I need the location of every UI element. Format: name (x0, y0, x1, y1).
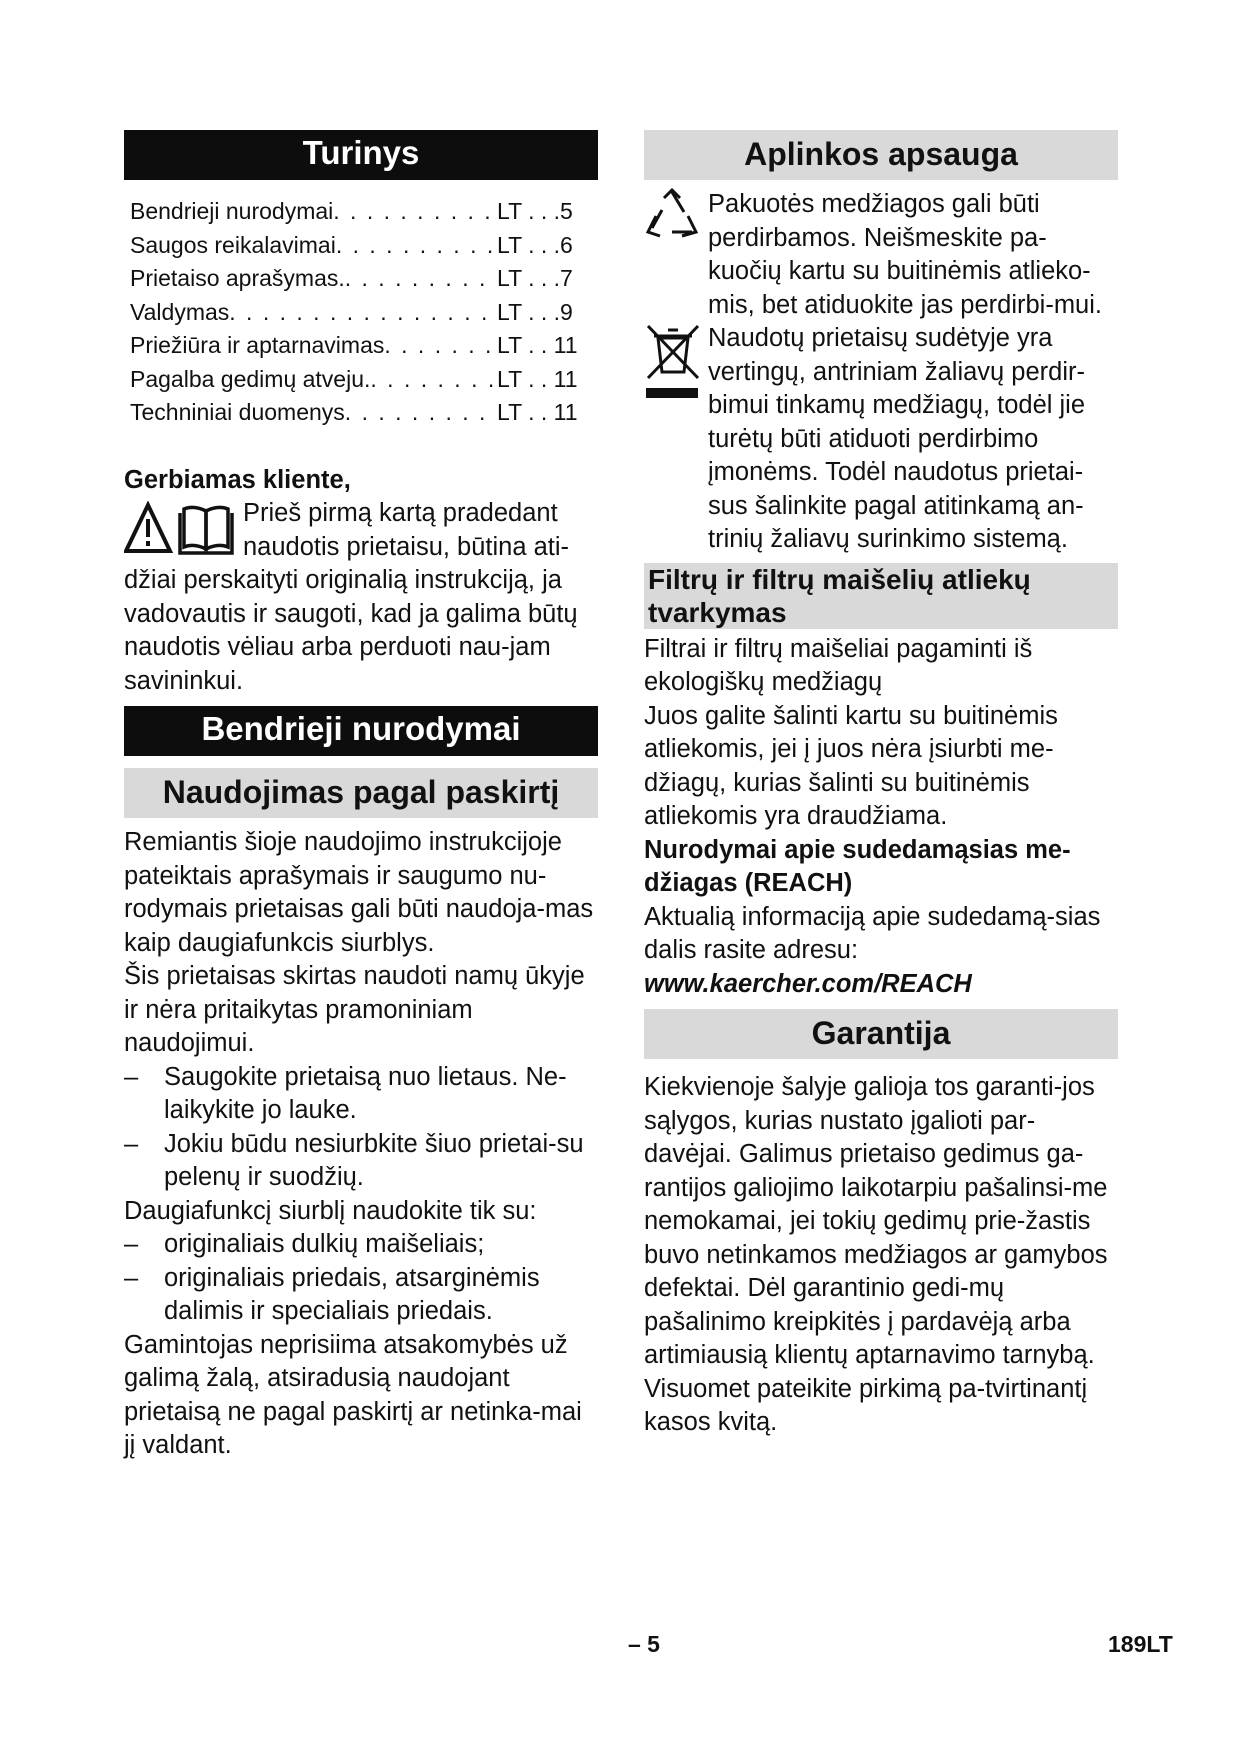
bullet-dash: – (124, 1230, 139, 1258)
reach-text: Aktualią informaciją apie sudedamą-sias dalis rasite adresu: (644, 902, 1101, 964)
toc-item-page: LT . . 11 (497, 399, 578, 425)
bullet-text: Jokiu būdu nesiurbkite šiuo prietai-su pelenų ir suodžių. (164, 1129, 584, 1191)
toc-item-page: LT . . 11 (497, 365, 578, 392)
bullet-text: originaliais dulkių maišeliais; (164, 1230, 485, 1258)
filters-paragraph-2: Juos galite šalinti kartu su buitinėmis atliekomis, jei į juos nėra įsiurbti me-džiagų, kurias šalinti su buitinėmis atliekomis yra draudžiama. (644, 701, 1058, 830)
filters-heading: Filtrų ir filtrų maišelių atliekų tvarkymas (644, 563, 1118, 629)
reach-title: Nurodymai apie sudedamąsias me-džiagas (REACH) (644, 835, 1071, 897)
toc-item-title: Bendrieji nurodymai (130, 198, 334, 224)
liability-paragraph: Gamintojas neprisiima atsakomybės už galimą žalą, atsiradusią naudojant prietaisą ne pagal paskirtį ar netinka-mai jį valdant. (124, 1330, 582, 1459)
toc-item-title: Techniniai duomenys (130, 399, 345, 425)
bullet-dash: – (124, 1129, 139, 1158)
packaging-block (644, 188, 1118, 322)
greeting-text-first: Prieš pirmą kartą pradedant naudotis prietaisu, būtina ati- (243, 499, 570, 561)
intended-use-heading: Naudojimas pagal paskirtį (124, 768, 598, 818)
toc-item[interactable] (130, 262, 598, 296)
greeting-text-rest: džiai perskaityti originalią instrukciją, ja vadovautis ir saugoti, kad ja galima būtų naudotis vėliau arba perduoti nau-jam savininkui. (124, 566, 578, 695)
page-number: – 5 (628, 1631, 660, 1657)
left-column (124, 130, 598, 1463)
toc-item[interactable] (130, 195, 598, 229)
warranty-text: Kiekvienoje šalyje galioja tos garanti-jos sąlygos, kurias nustato įgalioti par-davėjai. Galimus prietaiso gedimus ga-rantijos galiojimo laikotarpiu pašalinsi-me nemokamai, jei tokių gedimų prie-žastis buvo netinkamos medžiagos ar gamybos defektai. Dėl garantinio gedi-mų pašalinimo kreipkitės į pardavėją arba artimiausią klientų aptarnavimo tarnybą. Visuomet pateikite pirkimą pa-tvirtinantį kasos kvitą. (644, 1073, 1108, 1436)
warning-manual-icons (124, 501, 239, 561)
page-code: 189LT (1108, 1631, 1173, 1657)
warranty-heading: Garantija (644, 1009, 1118, 1059)
greeting-title: Gerbiamas kliente, (124, 465, 351, 494)
toc-item-title: Pagalba gedimų atveju. (130, 365, 371, 392)
crossed-bin-icon (644, 322, 702, 402)
bullet-dash: – (124, 1263, 139, 1292)
toc-item-title: Priežiūra ir aptarnavimas (130, 332, 385, 358)
right-column (644, 130, 1118, 1440)
bullet-text: originaliais priedais, atsarginėmis dalimis ir specialiais priedais. (164, 1263, 540, 1325)
toc-item-page: LT . . 11 (497, 332, 578, 358)
bullet-dash: – (124, 1062, 139, 1091)
toc-item[interactable] (130, 329, 598, 363)
toc-item-title: Prietaiso aprašymas. (130, 265, 345, 291)
manual-book-icon (180, 507, 232, 553)
toc-item-page: LT . . .5 (497, 198, 573, 224)
recycle-icon (644, 188, 700, 244)
toc-heading: Turinys (124, 130, 598, 180)
toc-item-page: LT . . .9 (497, 298, 573, 325)
toc-item[interactable] (130, 229, 598, 263)
toc-item-page: LT . . .7 (497, 265, 573, 291)
reach-link[interactable]: www.kaercher.com/REACH (644, 969, 972, 998)
usage-paragraph: Daugiafunkcį siurblį naudokite tik su: (124, 1196, 537, 1225)
toc-item[interactable] (130, 396, 598, 430)
toc-item[interactable] (130, 296, 598, 330)
bullet-item (124, 1262, 598, 1329)
environment-heading: Aplinkos apsauga (644, 130, 1118, 180)
filters-paragraph-1: Filtrai ir filtrų maišeliai pagaminti iš ekologiškų medžiagų (644, 634, 1033, 696)
table-of-contents (124, 195, 598, 430)
weee-block (644, 322, 1118, 557)
greeting-block (124, 497, 598, 698)
bullet-text: Saugokite prietaisą nuo lietaus. Ne-laikykite jo lauke. (164, 1062, 567, 1124)
household-paragraph: Šis prietaisas skirtas naudoti namų ūkyje ir nėra pritaikytas pramoniniam naudojimui. (124, 962, 585, 1057)
bullet-item (124, 1228, 598, 1262)
toc-item-title: Valdymas (130, 298, 230, 325)
toc-item-page: LT . . .6 (497, 231, 573, 258)
general-heading: Bendrieji nurodymai (124, 706, 598, 756)
warning-triangle-icon (126, 505, 170, 551)
bullet-item (124, 1061, 598, 1128)
intended-use-paragraph: Remiantis šioje naudojimo instrukcijoje pateiktais aprašymais ir saugumo nu-rodymais prietaisas gali būti naudoja-mas kaip daugiafunkcis siurblys. (124, 828, 594, 957)
bullet-item (124, 1128, 598, 1195)
packaging-text: Pakuotės medžiagos gali būti perdirbamos. Neišmeskite pa-kuočių kartu su buitinėmis atlieko-mis, bet atiduokite jas perdirbi-mui. (708, 190, 1102, 319)
toc-item-title: Saugos reikalavimai (130, 231, 336, 258)
weee-text: Naudotų prietaisų sudėtyje yra vertingų, antriniam žaliavų perdir-bimui tinkamų medžiagų, todėl jie turėtų būti atiduoti perdirbimo įmonėms. Todėl naudotus prietai-sus šalinkite pagal atitinkamą an-trinių žaliavų surinkimo sistemą. (708, 324, 1086, 553)
toc-item[interactable] (130, 363, 598, 397)
